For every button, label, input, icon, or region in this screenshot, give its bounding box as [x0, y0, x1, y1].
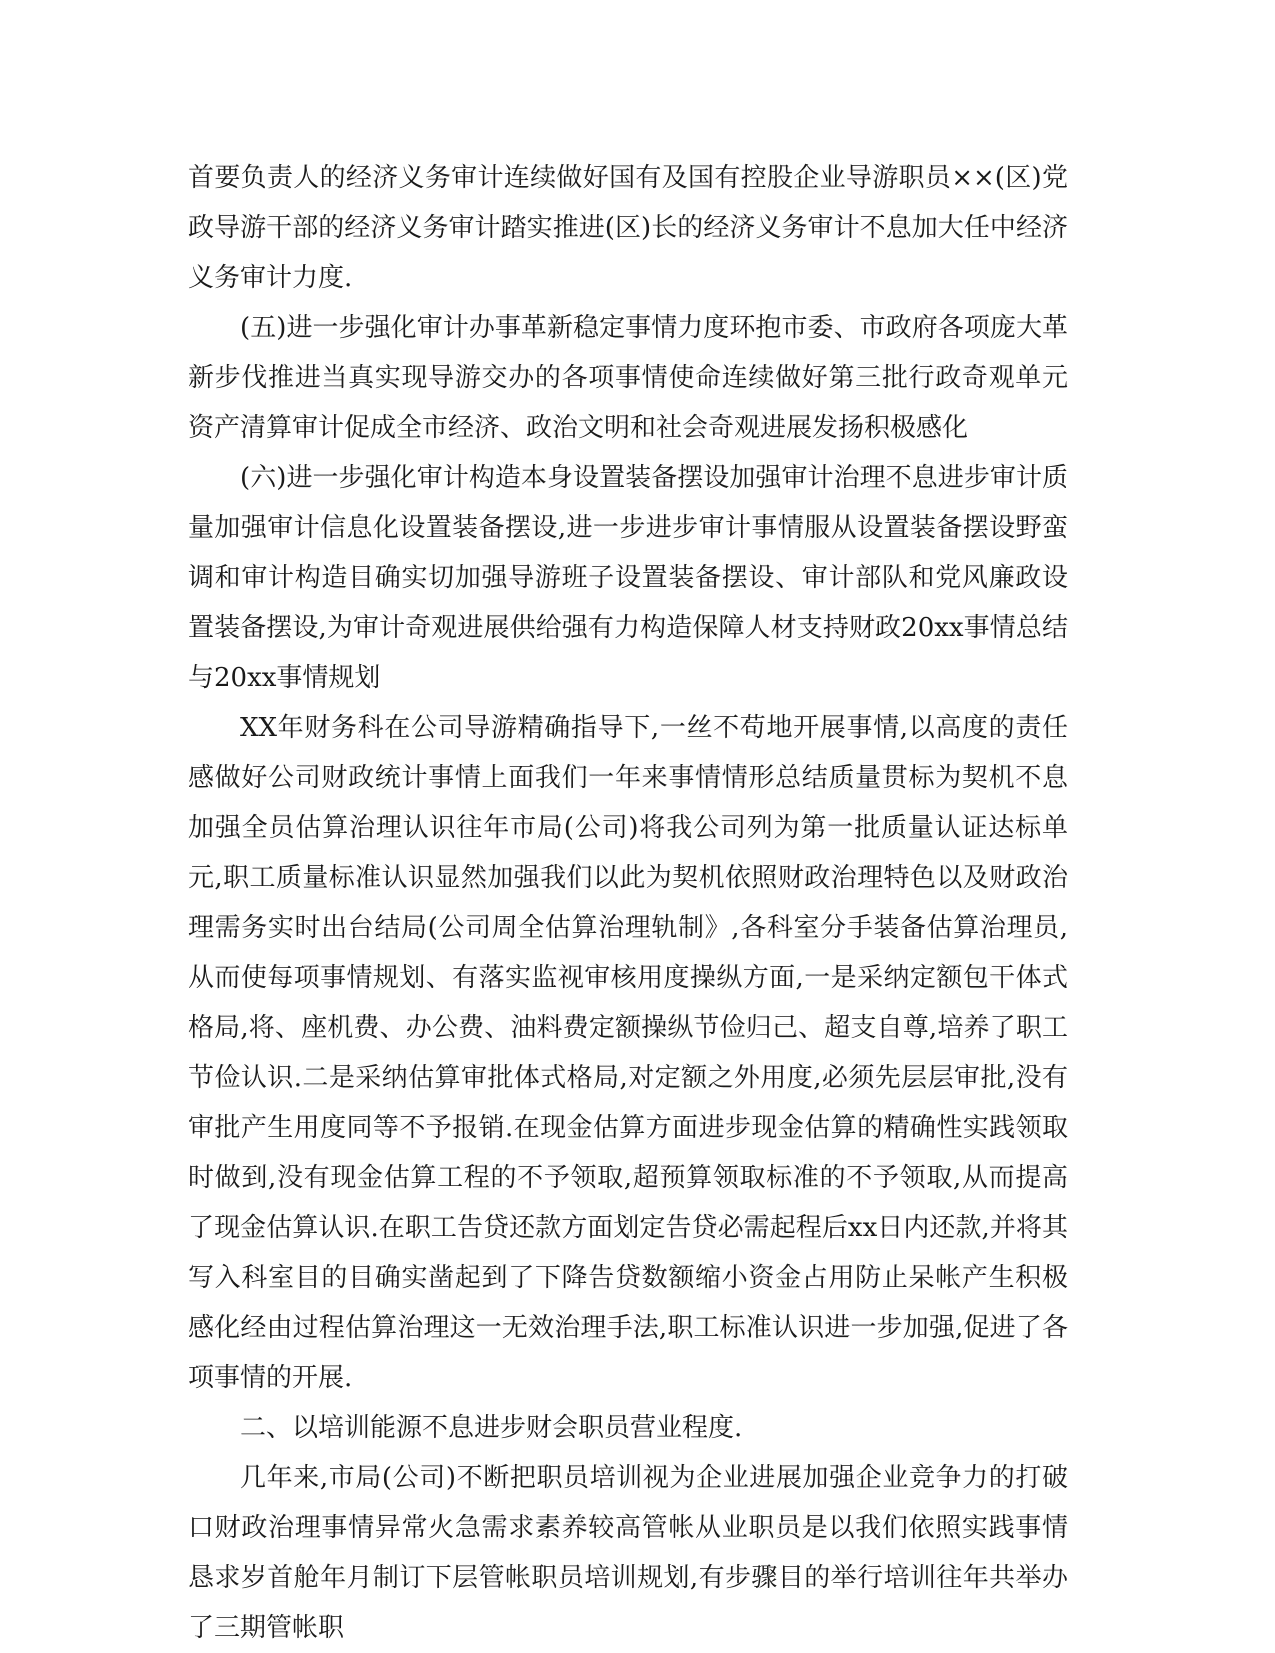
document-body — [188, 153, 1068, 1653]
paragraph-continuation: 首要负责人的经济义务审计连续做好国有及国有控股企业导游职员××(区)党政导游干部的经济义务审计踏实推进(区)长的经济义务审计不息加大任中经济义务审计力度. — [188, 163, 1068, 293]
paragraph-section-six: (六)进一步强化审计构造本身设置装备摆设加强审计治理不息进步审计质量加强审计信息化设置装备摆设,进一步进步审计事情服从设置装备摆设野蛮调和审计构造目确实切加强导游班子设置装备摆设、审计部队和党风廉政设置装备摆设,为审计奇观进展供给强有力构造保障人材支持财政20xx事情总结与20xx事情规划 — [188, 463, 1068, 693]
paragraph-training: 几年来,市局(公司)不断把职员培训视为企业进展加强企业竞争力的打破口财政治理事情异常火急需求素养较高管帐从业职员是以我们依照实践事情恳求岁首舱年月制订下层管帐职员培训规划,有步骤目的举行培训往年共举办了三期管帐职 — [188, 1463, 1069, 1643]
paragraph-finance-summary: XX年财务科在公司导游精确指导下,一丝不苟地开展事情,以高度的责任感做好公司财政统计事情上面我们一年来事情情形总结质量贯标为契机不息加强全员估算治理认识往年市局(公司)将我公司列为第一批质量认证达标单元,职工质量标准认识显然加强我们以此为契机依照财政治理特色以及财政治理需务实时出台结局(公司周全估算治理轨制》,各科室分手装备估算治理员,从而使每项事情规划、有落实监视审核用度操纵方面,一是采纳定额包干体式格局,将、座机费、办公费、油料费定额操纵节俭归己、超支自尊,培养了职工节俭认识.二是采纳估算审批体式格局,对定额之外用度,必须先层层审批,没有审批产生用度同等不予报销.在现金估算方面进步现金估算的精确性实践领取时做到,没有现金估算工程的不予领取,超预算领取标准的不予领取,从而提高了现金估算认识.在职工告贷还款方面划定告贷必需起程后xx日内还款,并将其写入科室目的目确实凿起到了下降告贷数额缩小资金占用防止呆帐产生积极感化经由过程估算治理这一无效治理手法,职工标准认识进一步加强,促进了各项事情的开展. — [188, 713, 1069, 1393]
paragraph-heading-two: 二、以培训能源不息进步财会职员营业程度. — [240, 1413, 743, 1443]
paragraph-section-five: (五)进一步强化审计办事革新稳定事情力度环抱市委、市政府各项庞大革新步伐推进当真实现导游交办的各项事情使命连续做好第三批行政奇观单元资产清算审计促成全市经济、政治文明和社会奇观进展发扬积极感化 — [188, 313, 1068, 443]
